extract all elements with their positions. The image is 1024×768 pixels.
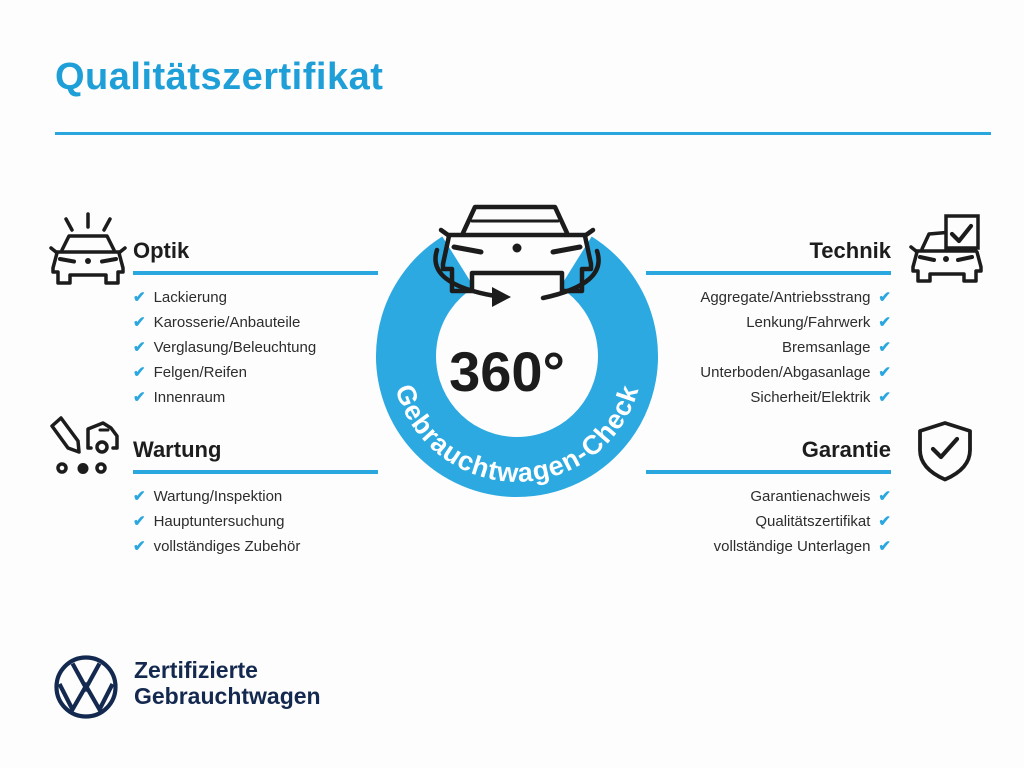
list-item: [646, 484, 891, 509]
list-item-label: Aggregate/Antriebsstrang: [700, 289, 871, 306]
check-icon: ✔: [133, 339, 146, 356]
list-item: [646, 310, 891, 335]
list-item-label: vollständiges Zubehör: [153, 538, 301, 555]
list-item-label: Felgen/Reifen: [153, 364, 247, 381]
brand-claim: [134, 657, 321, 709]
check-icon: ✔: [133, 314, 146, 331]
check-icon: ✔: [878, 389, 891, 406]
list-item: [646, 285, 891, 310]
check-icon: ✔: [133, 389, 146, 406]
brand-claim-line1: Zertifizierte: [134, 657, 258, 683]
check-icon: ✔: [878, 339, 891, 356]
page-title: Qualitätszertifikat: [55, 56, 384, 98]
list-item: [133, 285, 378, 310]
section-wartung-list: [133, 484, 378, 559]
list-item-label: Verglasung/Beleuchtung: [153, 339, 317, 356]
badge-center-text: 360°: [449, 340, 565, 403]
rotation-arrowhead: [492, 287, 511, 307]
section-optik-title: Optik: [133, 238, 190, 263]
list-item-label: Garantienachweis: [750, 488, 871, 505]
section-garantie-title: Garantie: [801, 437, 891, 462]
list-item: [133, 335, 378, 360]
vw-logo: [52, 653, 120, 721]
title-divider: [55, 132, 991, 135]
brand-claim-line2: Gebrauchtwagen: [134, 683, 321, 709]
list-item-label: Bremsanlage: [782, 339, 871, 356]
section-optik: [133, 238, 378, 410]
shiny-car-icon: [44, 208, 132, 288]
list-item: [646, 534, 891, 559]
list-item-label: Hauptuntersuchung: [153, 513, 285, 530]
check-icon: ✔: [133, 289, 146, 306]
car-checkbox-icon: [894, 210, 986, 288]
list-item: [646, 509, 891, 534]
pencil-van-icon: [42, 410, 126, 480]
list-item: [133, 360, 378, 385]
list-item: [133, 385, 378, 410]
360-check-badge: [350, 185, 684, 520]
list-item: [133, 484, 378, 509]
section-garantie-divider: [646, 470, 891, 474]
section-wartung-title: Wartung: [133, 437, 222, 462]
list-item-label: Lackierung: [153, 289, 227, 306]
list-item: [133, 310, 378, 335]
list-item-label: Qualitätszertifikat: [755, 513, 871, 530]
check-icon: ✔: [878, 513, 891, 530]
check-icon: ✔: [133, 513, 146, 530]
check-icon: ✔: [133, 538, 146, 555]
list-item-label: Innenraum: [153, 389, 226, 406]
check-icon: ✔: [878, 364, 891, 381]
section-optik-list: [133, 285, 378, 410]
check-icon: ✔: [878, 289, 891, 306]
list-item: [646, 360, 891, 385]
section-wartung: [133, 437, 378, 559]
check-icon: ✔: [133, 364, 146, 381]
list-item: [133, 509, 378, 534]
check-icon: ✔: [133, 488, 146, 505]
section-optik-divider: [133, 271, 378, 275]
list-item: [646, 385, 891, 410]
section-wartung-divider: [133, 470, 378, 474]
list-item-label: Sicherheit/Elektrik: [750, 389, 871, 406]
section-garantie-list: [646, 484, 891, 559]
list-item-label: Unterboden/Abgasanlage: [700, 364, 871, 381]
list-item: [646, 335, 891, 360]
check-icon: ✔: [878, 488, 891, 505]
badge-ring-text: Gebrauchtwagen-Check: [389, 380, 645, 489]
section-garantie: [646, 437, 891, 559]
list-item-label: Karosserie/Anbauteile: [153, 314, 301, 331]
list-item-label: vollständige Unterlagen: [713, 538, 871, 555]
check-icon: ✔: [878, 538, 891, 555]
section-technik-divider: [646, 271, 891, 275]
section-technik-list: [646, 285, 891, 410]
check-icon: ✔: [878, 314, 891, 331]
section-technik-title: Technik: [809, 238, 891, 263]
section-technik: [646, 238, 891, 410]
list-item-label: Wartung/Inspektion: [153, 488, 283, 505]
shield-check-icon: [912, 417, 976, 485]
list-item-label: Lenkung/Fahrwerk: [746, 314, 871, 331]
list-item: [133, 534, 378, 559]
